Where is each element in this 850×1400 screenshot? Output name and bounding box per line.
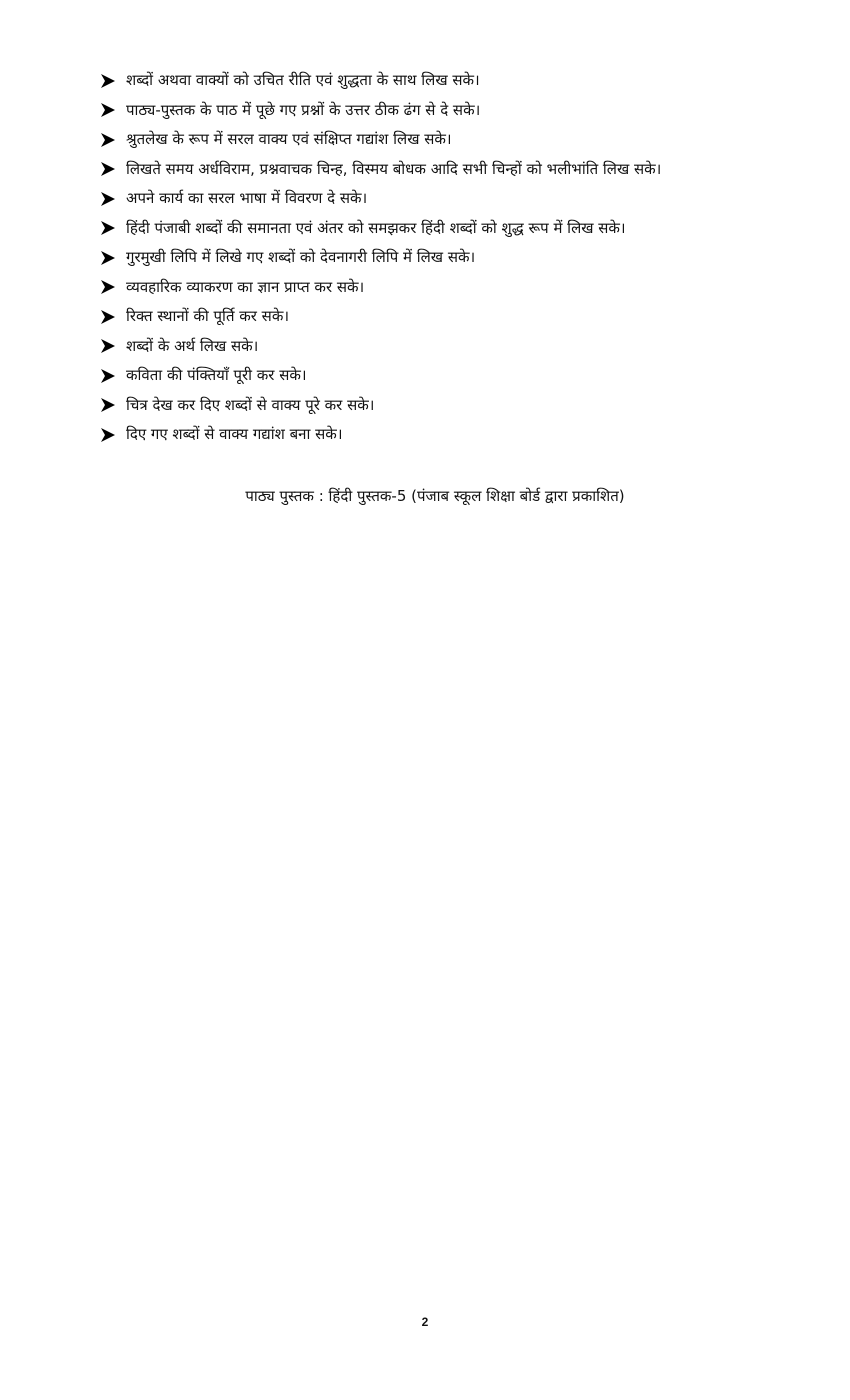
objective-text: गुरमुखी लिपि में लिखे गए शब्दों को देवनागरी लिपि में लिख सके। bbox=[126, 248, 476, 266]
arrowhead-bullet-icon bbox=[100, 361, 120, 391]
list-item bbox=[100, 332, 765, 362]
arrowhead-bullet-icon bbox=[100, 391, 120, 421]
arrowhead-bullet-icon bbox=[100, 96, 120, 126]
list-item bbox=[100, 243, 765, 273]
objective-text: शब्दों के अर्थ लिख सके। bbox=[126, 336, 259, 355]
arrowhead-bullet-icon bbox=[100, 184, 120, 214]
list-item bbox=[100, 361, 765, 391]
arrowhead-bullet-icon bbox=[100, 155, 120, 185]
list-item bbox=[100, 66, 765, 96]
objective-text: अपने कार्य का सरल भाषा में विवरण दे सके। bbox=[126, 189, 368, 207]
arrowhead-bullet-icon bbox=[100, 420, 120, 450]
arrowhead-bullet-icon bbox=[100, 66, 120, 96]
list-item bbox=[100, 302, 765, 332]
list-item bbox=[100, 391, 765, 421]
objective-text: व्यवहारिक व्याकरण का ज्ञान प्राप्त कर सके। bbox=[126, 277, 365, 296]
arrowhead-bullet-icon bbox=[100, 273, 120, 303]
objective-text: चित्र देख कर दिए शब्दों से वाक्य पूरे कर सके। bbox=[126, 395, 375, 414]
list-item bbox=[100, 273, 765, 303]
list-item bbox=[100, 420, 765, 450]
list-item bbox=[100, 214, 765, 244]
arrowhead-bullet-icon bbox=[100, 125, 120, 155]
objective-text: शब्दों अथवा वाक्यों को उचित रीति एवं शुद्धता के साथ लिख सके। bbox=[126, 71, 480, 89]
page-number: 2 bbox=[421, 1315, 429, 1329]
objective-text: श्रुतलेख के रूप में सरल वाक्य एवं संक्षिप्त गद्यांश लिख सके। bbox=[126, 130, 452, 148]
list-item bbox=[100, 155, 765, 185]
list-item bbox=[100, 96, 765, 126]
arrowhead-bullet-icon bbox=[100, 332, 120, 362]
list-item bbox=[100, 184, 765, 214]
objective-text: रिक्त स्थानों की पूर्ति कर सके। bbox=[126, 307, 290, 325]
objective-text: लिखते समय अर्धविराम, प्रश्नवाचक चिन्ह, विस्मय बोधक आदि सभी चिन्हों को भलीभांति लिख सके। bbox=[126, 159, 662, 178]
objective-text: पाठ्य-पुस्तक के पाठ में पूछे गए प्रश्नों के उत्तर ठीक ढंग से दे सके। bbox=[126, 100, 481, 119]
objective-text: दिए गए शब्दों से वाक्य गद्यांश बना सके। bbox=[126, 425, 343, 443]
objective-text: कविता की पंक्तियाँ पूरी कर सके। bbox=[126, 366, 307, 384]
objectives-list bbox=[100, 66, 765, 450]
textbook-line: पाठ्य पुस्तक : हिंदी पुस्तक-5 (पंजाब स्कूल शिक्षा बोर्ड द्वारा प्रकाशित) bbox=[245, 487, 625, 505]
arrowhead-bullet-icon bbox=[100, 243, 120, 273]
objective-text: हिंदी पंजाबी शब्दों की समानता एवं अंतर को समझकर हिंदी शब्दों को शुद्ध रूप में लिख सके। bbox=[126, 218, 626, 237]
arrowhead-bullet-icon bbox=[100, 214, 120, 244]
arrowhead-bullet-icon bbox=[100, 302, 120, 332]
list-item bbox=[100, 125, 765, 155]
